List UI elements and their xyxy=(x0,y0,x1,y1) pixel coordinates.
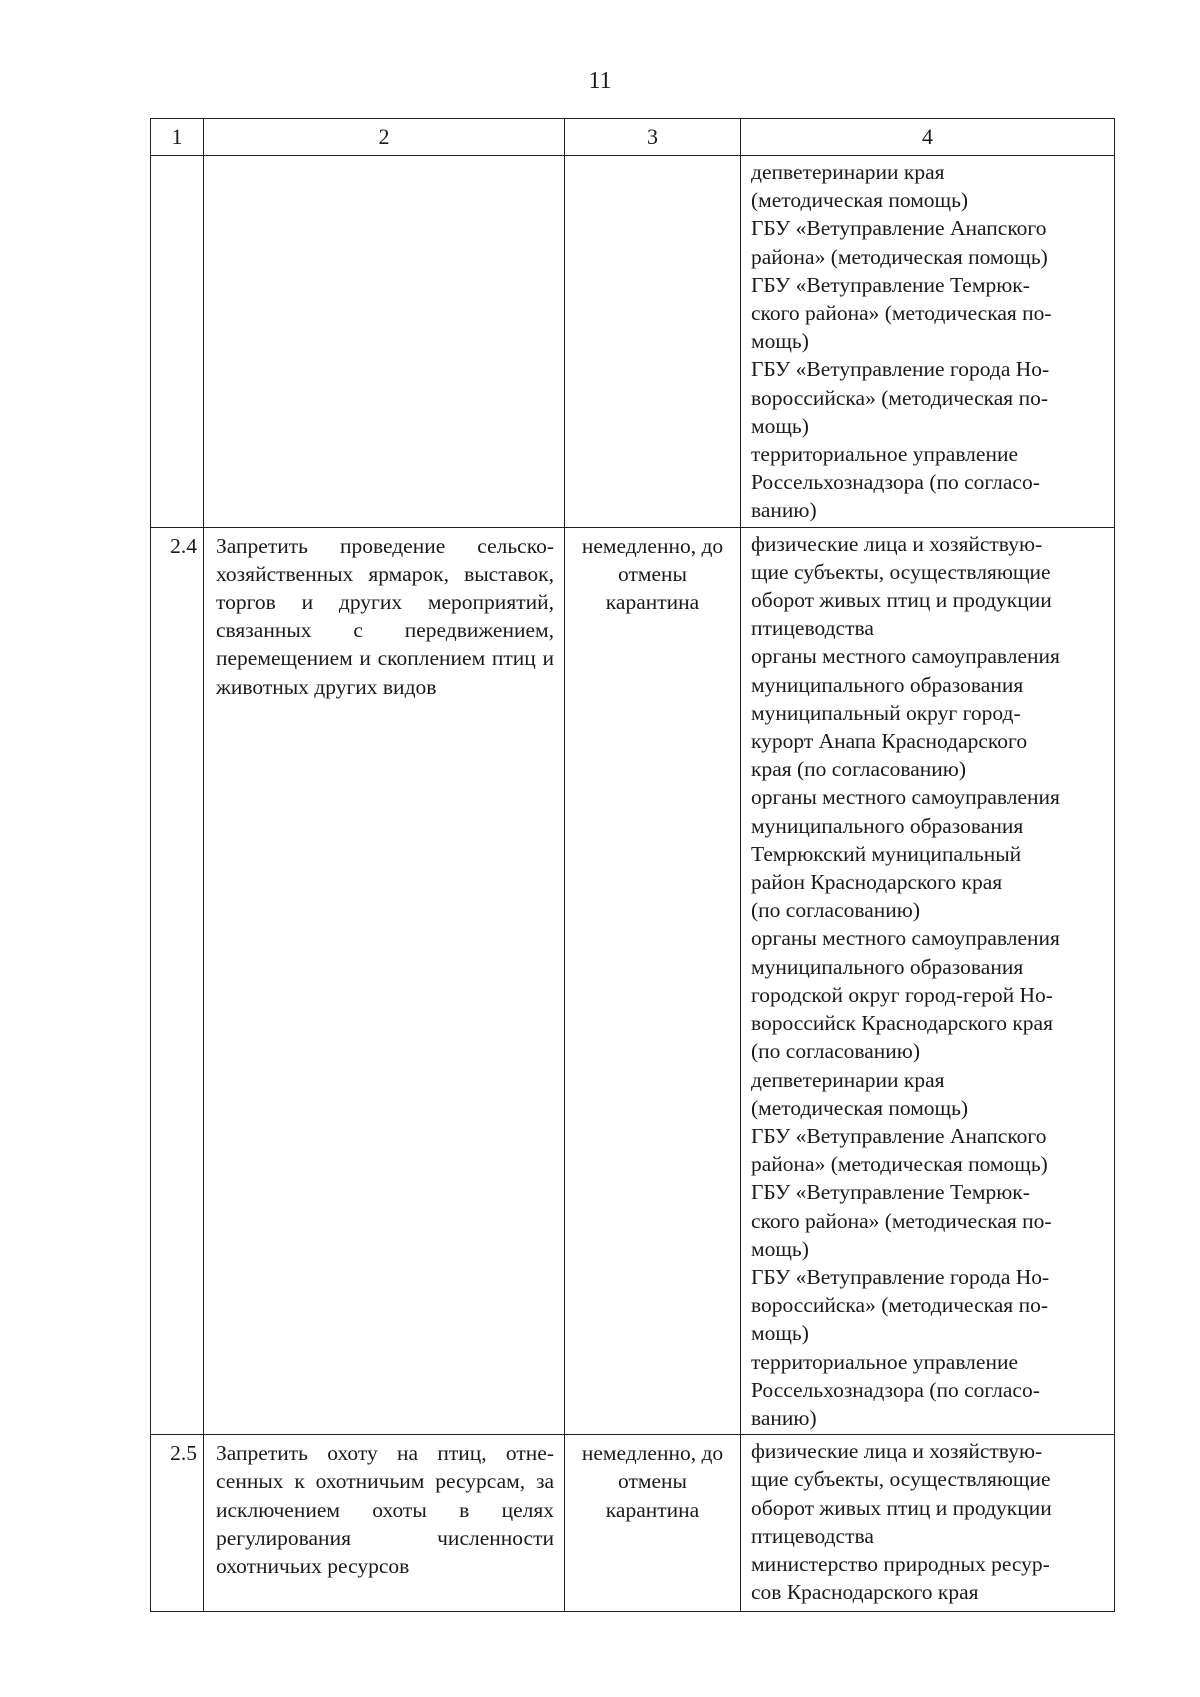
page-number: 11 xyxy=(588,68,612,94)
responsible-line: муниципальный округ город- xyxy=(751,700,1021,725)
responsible-line: (методическая помощь) xyxy=(751,1095,969,1120)
responsible-line: оборот живых птиц и продукции xyxy=(751,1495,1052,1520)
responsible-line: депветеринарии края xyxy=(751,1067,945,1092)
table-row xyxy=(151,156,1115,528)
column-header-4: 4 xyxy=(741,119,1115,156)
responsible-line: ГБУ «Ветуправление города Но- xyxy=(751,357,1050,382)
responsible-line: птицеводства xyxy=(751,1523,874,1548)
responsible-line: вороссийск Краснодарского края xyxy=(751,1011,1053,1036)
responsible-line: Темрюкский муниципальный xyxy=(751,841,1022,866)
responsible-line: ского района» (методическая по- xyxy=(751,301,1052,326)
responsible-line: муниципального образования xyxy=(751,672,1024,697)
responsible-line: района» (методическая помощь) xyxy=(751,244,1048,269)
responsible-line: ГБУ «Ветуправление Анапского xyxy=(751,216,1047,241)
table-header-row xyxy=(151,119,1115,156)
responsible-line: района» (методическая помощь) xyxy=(751,1152,1048,1177)
responsible-line: (методическая помощь) xyxy=(751,188,969,213)
responsible-line: министерство природных ресур- xyxy=(751,1551,1050,1576)
responsible-line: органы местного самоуправления xyxy=(751,926,1060,951)
deadline-cell: немедленно, до отмены карантина xyxy=(565,527,741,1435)
responsible-line: вороссийска» (методическая по- xyxy=(751,385,1048,410)
responsible-line: муниципального образования xyxy=(751,813,1024,838)
row-number: 2.4 xyxy=(151,527,204,1435)
responsible-line: депветеринарии края xyxy=(751,160,945,184)
responsible-line: оборот живых птиц и продукции xyxy=(751,588,1052,613)
responsible-line: район Краснодарского края xyxy=(751,870,1003,895)
responsible-line: физические лица и хозяйствую- xyxy=(751,531,1043,556)
responsible-line: ГБУ «Ветуправление Темрюк- xyxy=(751,1180,1030,1205)
row-number xyxy=(151,156,204,528)
responsible-line: сов Краснодарского края xyxy=(751,1580,979,1605)
table-row xyxy=(151,1435,1115,1612)
responsible-line: физические лица и хозяйствую- xyxy=(751,1439,1043,1464)
responsible-line: ванию) xyxy=(751,1405,817,1430)
responsible-line: птицеводства xyxy=(751,616,874,641)
responsible-line: щие субъекты, осуществляющие xyxy=(751,1467,1051,1492)
responsible-line: муниципального образования xyxy=(751,954,1024,979)
column-header-3: 3 xyxy=(565,119,741,156)
column-header-2: 2 xyxy=(204,119,565,156)
responsible-line: ГБУ «Ветуправление Темрюк- xyxy=(751,272,1030,297)
responsible-line: края (по согласованию) xyxy=(751,757,967,782)
row-number: 2.5 xyxy=(151,1435,204,1612)
responsible-line: курорт Анапа Краснодарского xyxy=(751,729,1028,754)
responsible-cell xyxy=(741,156,1115,528)
deadline-cell: немедленно, до отмены карантина xyxy=(565,1435,741,1612)
responsible-line: мощь) xyxy=(751,413,809,438)
responsible-line: мощь) xyxy=(751,329,809,354)
responsible-cell xyxy=(741,527,1115,1435)
responsible-line: (по согласованию) xyxy=(751,898,921,923)
measure-cell xyxy=(204,156,565,528)
responsible-line: мощь) xyxy=(751,1321,809,1346)
responsible-line: мощь) xyxy=(751,1236,809,1261)
responsible-line: (по согласованию) xyxy=(751,1039,921,1064)
responsible-line: территориальное управление xyxy=(751,1349,1019,1374)
responsible-line: ванию) xyxy=(751,498,817,523)
responsible-line: органы местного самоуправления xyxy=(751,644,1060,669)
responsible-line: территориальное управление xyxy=(751,442,1019,467)
table-row xyxy=(151,527,1115,1435)
measure-cell: Запретить проведение сельскохозяйственных ярмарок, выставок, торгов и других мероприятий, связанных с передвижением, перемещением и скоплением птиц и животных других видов xyxy=(204,527,565,1435)
responsible-line: вороссийска» (методическая по- xyxy=(751,1293,1048,1318)
responsible-line: ского района» (методическая по- xyxy=(751,1208,1052,1233)
responsible-line: Россельхознадзора (по согласо- xyxy=(751,470,1040,495)
measure-cell: Запретить охоту на птиц, отнесенных к охотничьим ресурсам, за исключением охоты в целях регулирования численности охотничьих ресурсов xyxy=(204,1435,565,1612)
responsible-line: органы местного самоуправления xyxy=(751,785,1060,810)
responsible-line: щие субъекты, осуществляющие xyxy=(751,559,1051,584)
responsible-line: Россельхознадзора (по согласо- xyxy=(751,1377,1040,1402)
responsible-line: городской округ город-герой Но- xyxy=(751,982,1053,1007)
responsible-line: ГБУ «Ветуправление города Но- xyxy=(751,1264,1050,1289)
deadline-cell xyxy=(565,156,741,528)
measures-table xyxy=(150,118,1115,1612)
responsible-cell xyxy=(741,1435,1115,1612)
responsible-line: ГБУ «Ветуправление Анапского xyxy=(751,1123,1047,1148)
column-header-1: 1 xyxy=(151,119,204,156)
